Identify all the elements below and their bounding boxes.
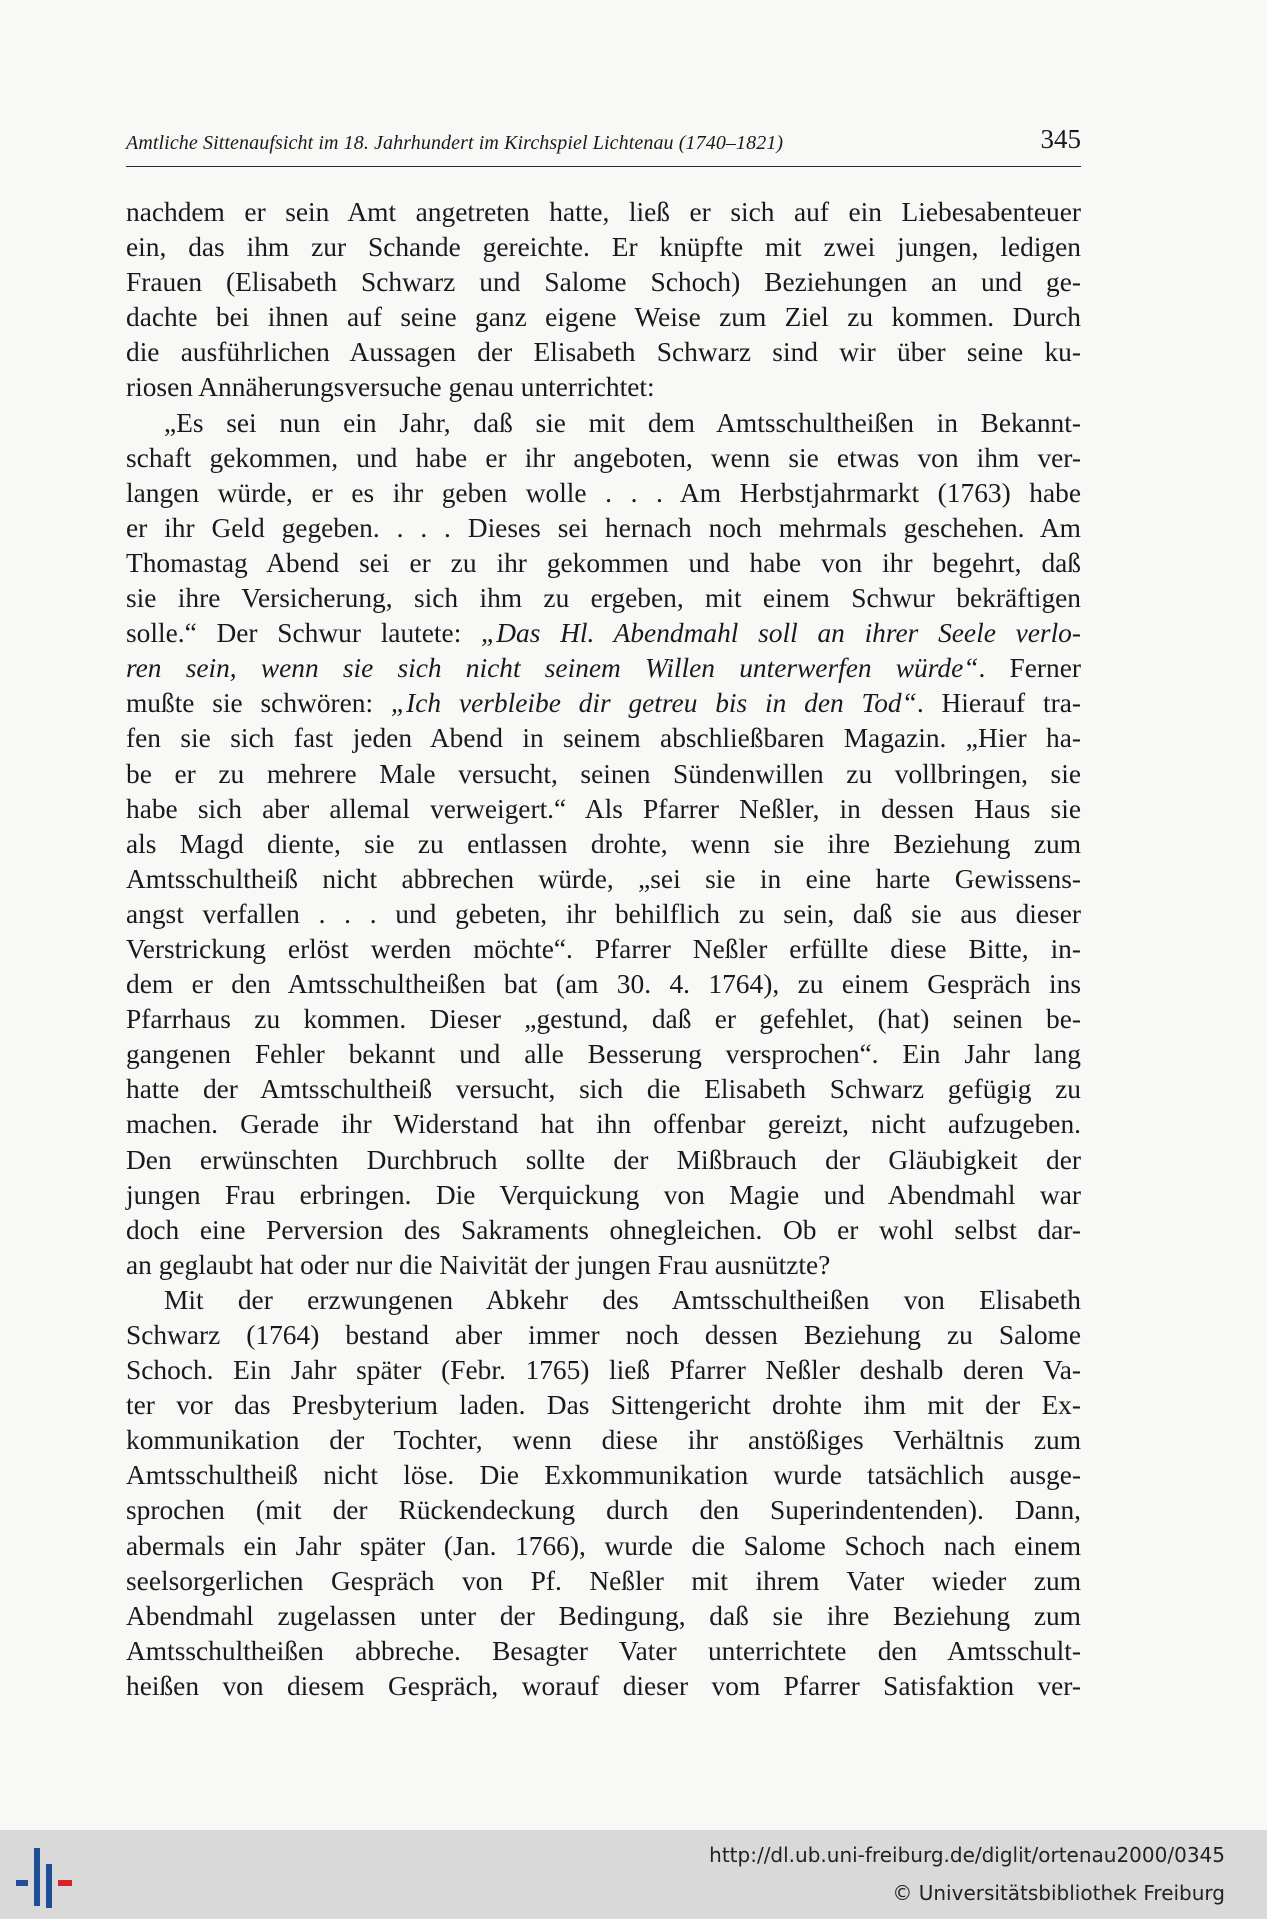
text-line: abermals ein Jahr später (Jan. 1766), wurde die Salome Schoch nach einem (126, 1530, 1081, 1561)
text-line: be er zu mehrere Male versucht, seinen Sündenwillen zu vollbringen, sie (126, 758, 1081, 789)
text-line: Amtsschultheißen abbreche. Besagter Vater unterrichtete den Amtsschult- (126, 1635, 1081, 1666)
italic-quote: ren sein, wenn sie sich nicht seinem Willen unterwerfen würde“ (126, 653, 979, 684)
text-line: gangenen Fehler bekannt und alle Besserung versprochen“. Ein Jahr lang (126, 1039, 1081, 1070)
text-line: Verstrickung erlöst werden möchte“. Pfarrer Neßler erfüllte diese Bitte, in- (126, 933, 1081, 964)
page-header (126, 126, 1081, 167)
text-line: Amtsschultheiß nicht abbrechen würde, „sei sie in eine harte Gewissens- (126, 863, 1081, 894)
italic-quote: „Ich verbleibe dir getreu bis in den Tod“ (390, 688, 917, 719)
text-line: schaft gekommen, und habe er ihr angeboten, wenn sie etwas von ihm ver- (126, 442, 1081, 473)
footer-url[interactable]: http://dl.ub.uni-freiburg.de/diglit/ortenau2000/0345 (709, 1843, 1225, 1867)
text-line: hatte der Amtsschultheiß versucht, sich die Elisabeth Schwarz gefügig zu (126, 1074, 1081, 1105)
text-line: Pfarrhaus zu kommen. Dieser „gestund, daß er gefehlet, (hat) seinen be- (126, 1004, 1081, 1035)
text-segment: solle.“ Der Schwur lautete: (126, 618, 482, 649)
text-line: ter vor das Presbyterium laden. Das Sittengericht drohte ihm mit der Ex- (126, 1390, 1081, 1421)
text-line: fen sie sich fast jeden Abend in seinem abschließbaren Magazin. „Hier ha- (126, 723, 1081, 754)
text-line: Schoch. Ein Jahr später (Febr. 1765) ließ Pfarrer Neßler deshalb deren Va- (126, 1355, 1081, 1386)
text-line: Abendmahl zugelassen unter der Bedingung, daß sie ihre Beziehung zum (126, 1600, 1081, 1631)
text-line: sprochen (mit der Rückendeckung durch den Superindentenden). Dann, (126, 1495, 1081, 1526)
text-line: langen würde, er es ihr geben wolle . . . Am Herbstjahrmarkt (1763) habe (126, 477, 1081, 508)
text-line: er ihr Geld gegeben. . . . Dieses sei hernach noch mehrmals geschehen. Am (126, 512, 1081, 543)
text-line: heißen von diesem Gespräch, worauf dieser vom Pfarrer Satisfaktion ver- (126, 1670, 1081, 1701)
footer-bar (0, 1830, 1267, 1919)
text-line: Den erwünschten Durchbruch sollte der Mißbrauch der Gläubigkeit der (126, 1144, 1081, 1175)
text-segment: . Hierauf tra- (916, 688, 1081, 719)
text-line: riosen Annäherungsversuche genau unterrichtet: (126, 372, 655, 403)
text-line: jungen Frau erbringen. Die Verquickung von Magie und Abendmahl war (126, 1179, 1081, 1210)
text-line: Frauen (Elisabeth Schwarz und Salome Schoch) Beziehungen an und ge- (126, 267, 1081, 298)
text-line: angst verfallen . . . und gebeten, ihr behilflich zu sein, daß sie aus dieser (126, 898, 1081, 929)
text-line: an geglaubt hat oder nur die Naivität der jungen Frau ausnützte? (126, 1249, 831, 1280)
text-line: kommunikation der Tochter, wenn diese ihr anstößiges Verhältnis zum (126, 1425, 1081, 1456)
text-line: Mit der erzwungenen Abkehr des Amtsschultheißen von Elisabeth (164, 1284, 1081, 1315)
text-line: die ausführlichen Aussagen der Elisabeth Schwarz sind wir über seine ku- (126, 337, 1081, 368)
text-line: ein, das ihm zur Schande gereichte. Er knüpfte mit zwei jungen, ledigen (126, 232, 1081, 263)
text-line (126, 616, 1081, 651)
text-line: dem er den Amtsschultheißen bat (am 30. 4. 1764), zu einem Gespräch ins (126, 969, 1081, 1000)
text-line: habe sich aber allemal verweigert.“ Als Pfarrer Neßler, in dessen Haus sie (126, 793, 1081, 824)
text-line: machen. Gerade ihr Widerstand hat ihn offenbar gereizt, nicht aufzugeben. (126, 1109, 1081, 1140)
text-line: als Magd diente, sie zu entlassen drohte, wenn sie ihre Beziehung zum (126, 828, 1081, 859)
text-line (126, 686, 1081, 721)
running-title: Amtliche Sittenaufsicht im 18. Jahrhundert im Kirchspiel Lichtenau (1740–1821) (126, 132, 784, 154)
text-line: Amtsschultheiß nicht löse. Die Exkommunikation wurde tatsächlich ausge- (126, 1460, 1081, 1491)
ub-freiburg-logo-icon (12, 1844, 82, 1910)
text-line: Thomastag Abend sei er zu ihr gekommen und habe von ihr begehrt, daß (126, 547, 1081, 578)
text-line: doch eine Perversion des Sakraments ohnegleichen. Ob er wohl selbst dar- (126, 1214, 1081, 1245)
text-segment: . Ferner (978, 653, 1081, 684)
italic-quote: „Das Hl. Abendmahl soll an ihrer Seele verlo- (481, 618, 1081, 649)
text-line: nachdem er sein Amt angetreten hatte, ließ er sich auf ein Liebesabenteuer (126, 197, 1081, 227)
body-text (126, 195, 1081, 1704)
text-line: Schwarz (1764) bestand aber immer noch dessen Beziehung zu Salome (126, 1320, 1081, 1350)
footer-copyright: © Universitätsbibliothek Freiburg (892, 1881, 1225, 1905)
text-line (126, 651, 1081, 686)
text-line: dachte bei ihnen auf seine ganz eigene Weise zum Ziel zu kommen. Durch (126, 302, 1081, 333)
text-line: seelsorgerlichen Gespräch von Pf. Neßler mit ihrem Vater wieder zum (126, 1565, 1081, 1596)
page-number: 345 (1040, 124, 1081, 154)
text-segment: mußte sie schwören: (126, 688, 391, 719)
text-line: sie ihre Versicherung, sich ihm zu ergeben, mit einem Schwur bekräftigen (126, 583, 1081, 614)
text-line: „Es sei nun ein Jahr, daß sie mit dem Amtsschultheißen in Bekannt- (164, 407, 1081, 438)
